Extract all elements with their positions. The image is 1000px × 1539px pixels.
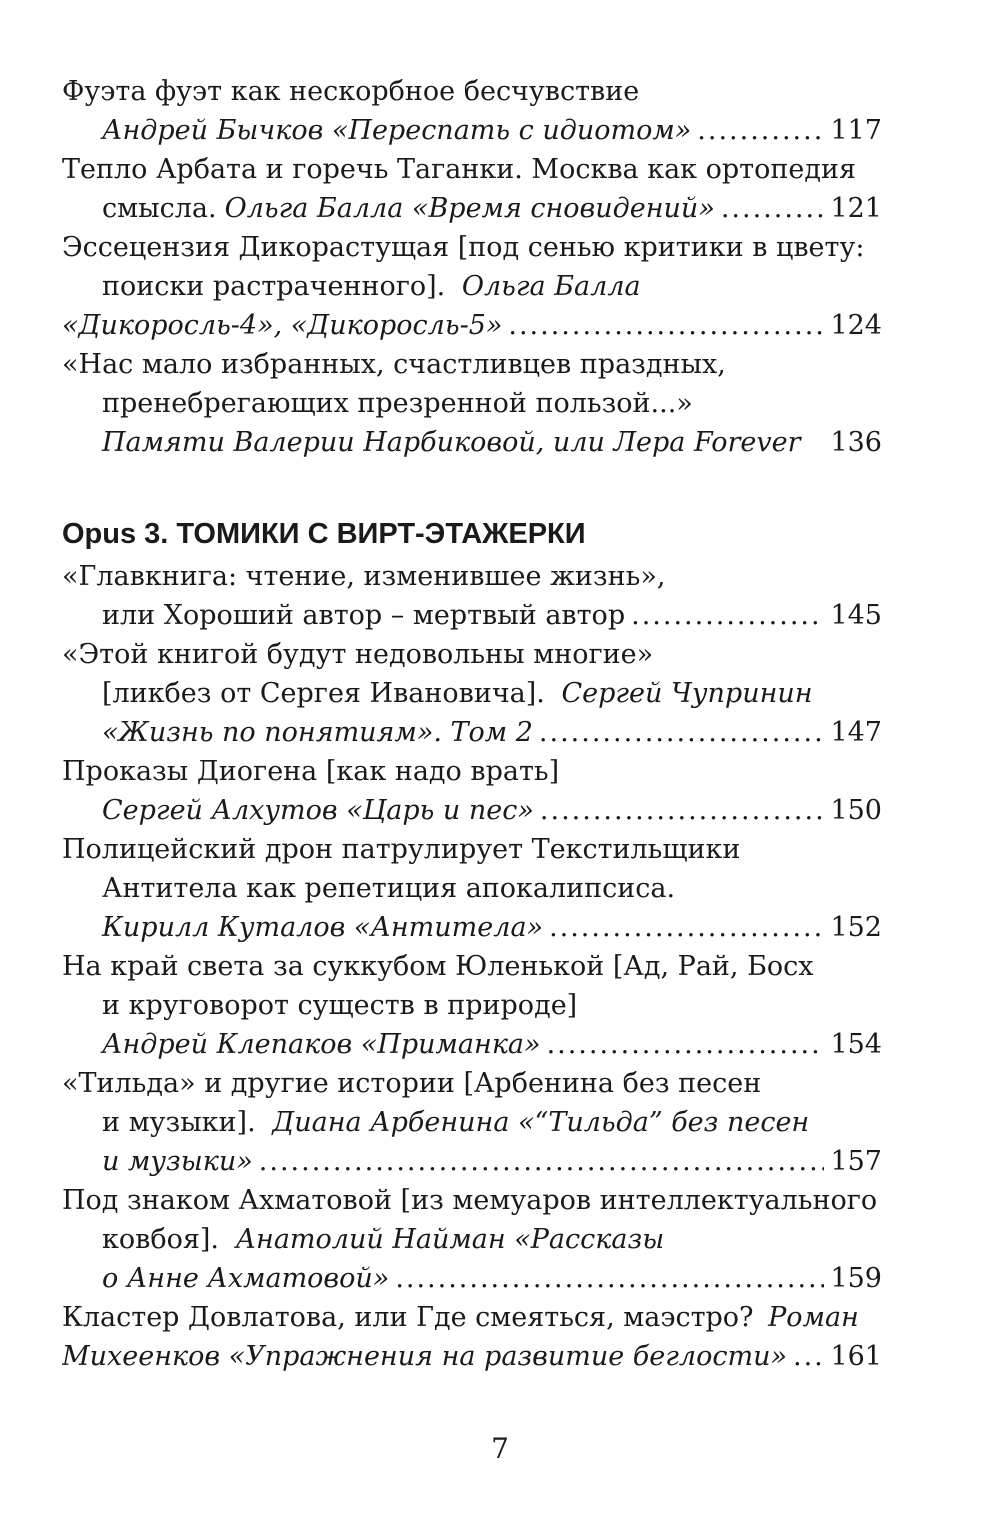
toc-entry-title-text: Под знаком Ахматовой [из мемуаров интеллектуального — [62, 1185, 878, 1216]
toc-page-number: 124 — [830, 310, 882, 341]
toc-entry-title-cont: Антитела как репетиция апокалипсиса. — [102, 873, 676, 904]
toc-entry-title — [62, 635, 882, 674]
toc-entry-title — [62, 947, 882, 986]
toc-entry-work: о Анне Ахматовой» — [102, 1263, 390, 1294]
toc-entry-cont-line — [62, 267, 882, 306]
toc-page-number: 121 — [830, 193, 882, 224]
leader-dots — [395, 1259, 824, 1298]
section-heading: Opus 3. ТОМИКИ С ВИРТ-ЭТАЖЕРКИ — [62, 518, 586, 550]
toc-page-number: 145 — [830, 600, 882, 631]
toc-entry-author-work: Кирилл Куталов «Антитела» — [102, 912, 544, 943]
leader-dots — [697, 111, 824, 150]
leader-dots — [721, 189, 825, 228]
toc-page-number: 157 — [830, 1146, 882, 1177]
table-of-contents — [62, 72, 882, 1376]
toc-entry-title-text: «Этой книгой будут недовольны многие» — [62, 639, 654, 670]
toc-page-number: 136 — [830, 427, 882, 458]
toc-entry-title-cont: пренебрегающих презренной пользой...» — [102, 388, 693, 419]
leader-dots — [631, 596, 824, 635]
toc-entry-title — [62, 72, 882, 111]
toc-entry-title — [62, 150, 882, 189]
leader-dots — [539, 713, 825, 752]
toc-entry-cont-line — [62, 674, 882, 713]
toc-entry-work: и музыки» — [102, 1146, 253, 1177]
toc-entry-author-work: Андрей Клепаков «Приманка» — [102, 1029, 541, 1060]
toc-entry-title-text: На край света за суккубом Юленькой [Ад, Рай, Босх — [62, 951, 814, 982]
leader-dots — [508, 306, 824, 345]
toc-entry-ref-line — [62, 423, 882, 462]
toc-entry-title-text: «Тильда» и другие истории [Арбенина без песен — [62, 1068, 762, 1099]
toc-page-number: 147 — [830, 717, 882, 748]
toc-entry-work: «Дикоросль-4», «Дикоросль-5» — [62, 310, 503, 341]
toc-entry-title-cont: и круговорот существ в природе] — [102, 990, 578, 1021]
toc-entry-title — [62, 228, 882, 267]
toc-entry-title-text: Проказы Диогена [как надо врать] — [62, 756, 560, 787]
toc-entry-ref-line — [62, 306, 882, 345]
toc-entry-title-text: «Главкнига: чтение, изменившее жизнь», — [62, 561, 666, 592]
toc-page-number: 161 — [830, 1341, 882, 1372]
toc-entry-author: Сергей Чупринин — [561, 678, 813, 709]
toc-entry-ref-line — [62, 1259, 882, 1298]
toc-page-number: 152 — [830, 912, 882, 943]
toc-entry-title — [62, 557, 882, 596]
toc-entry-ref-line — [62, 791, 882, 830]
toc-entry-author-work: Ольга Балла «Время сновидений» — [224, 193, 715, 224]
toc-entry-cont-line — [62, 1103, 882, 1142]
toc-entry-title-cont: или Хороший автор – мертвый автор — [102, 600, 626, 631]
toc-entry-title-text: Фуэта фуэт как нескорбное бесчувствие — [62, 76, 640, 107]
toc-entry-cont-line — [62, 1220, 882, 1259]
toc-page-number: 159 — [830, 1263, 882, 1294]
toc-entry-title — [62, 830, 882, 869]
toc-entry-title-cont: поиски растраченного]. — [102, 271, 446, 302]
toc-entry-author: Роман — [768, 1302, 859, 1333]
leader-dots — [793, 1337, 824, 1376]
toc-entry-title-text: Полицейский дрон патрулирует Текстильщики — [62, 834, 741, 865]
toc-entry-ref-line — [62, 596, 882, 635]
toc-entry-title — [62, 1064, 882, 1103]
toc-entry-title-cont: ковбоя]. — [102, 1224, 219, 1255]
toc-entry-title — [62, 345, 882, 384]
toc-entry-title-cont: смысла. — [102, 193, 217, 224]
toc-entry-ref-line — [62, 1337, 882, 1376]
toc-entry-ref-line — [62, 1142, 882, 1181]
toc-entry-title — [62, 1298, 882, 1337]
toc-entry-author-work: Андрей Бычков «Переспать с идиотом» — [102, 115, 692, 146]
toc-entry-title-text: Тепло Арбата и горечь Таганки. Москва как ортопедия — [62, 154, 856, 185]
toc-entry-cont-line — [62, 384, 882, 423]
toc-entry-author-work: Михеенков «Упражнения на развитие беглости» — [62, 1341, 787, 1372]
toc-entry-title-text: Кластер Довлатова, или Где смеяться, маэстро? — [62, 1302, 754, 1333]
toc-entry-author-work: Анатолий Найман «Рассказы — [235, 1224, 665, 1255]
page-number: 7 — [491, 1432, 509, 1465]
toc-entry-cont-line — [62, 869, 882, 908]
toc-entry-title-cont: [ликбез от Сергея Ивановича]. — [102, 678, 545, 709]
toc-page-number: 150 — [830, 795, 882, 826]
toc-entry-author-work: Диана Арбенина «“Тильда” без песен — [272, 1107, 810, 1138]
toc-entry-title — [62, 752, 882, 791]
toc-entry-author-work: Памяти Валерии Нарбиковой, или Лера Forever — [102, 427, 801, 458]
toc-entry-work: «Жизнь по понятиям». Том 2 — [102, 717, 533, 748]
toc-entry-ref-line — [62, 908, 882, 947]
leader-dots — [259, 1142, 825, 1181]
toc-entry-ref-line — [62, 1025, 882, 1064]
toc-page-number: 154 — [830, 1029, 882, 1060]
toc-entry-cont-line — [62, 986, 882, 1025]
toc-entry-title-text: «Нас мало избранных, счастливцев праздных, — [62, 349, 726, 380]
toc-page-number: 117 — [830, 115, 882, 146]
leader-dots — [547, 1025, 825, 1064]
toc-entry-title-text: Эссецензия Дикорастущая [под сенью критики в цвету: — [62, 232, 865, 263]
toc-entry-title-cont: и музыки]. — [102, 1107, 256, 1138]
toc-entry-ref-line — [62, 713, 882, 752]
toc-entry-author: Ольга Балла — [461, 271, 641, 302]
leader-dots — [549, 908, 824, 947]
toc-entry-ref-line — [62, 189, 882, 228]
leader-dots — [540, 791, 825, 830]
toc-entry-ref-line — [62, 111, 882, 150]
toc-entry-author-work: Сергей Алхутов «Царь и пес» — [102, 795, 534, 826]
toc-entry-title — [62, 1181, 882, 1220]
